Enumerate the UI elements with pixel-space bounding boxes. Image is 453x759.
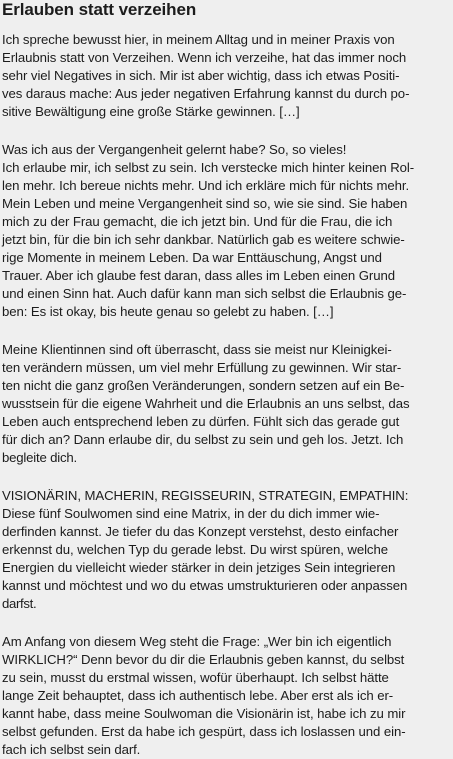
text-line: ten nicht die ganz großen Veränderungen, sondern setzen auf ein Be-: [2, 378, 405, 393]
text-line: und einen Sinn hat. Auch dafür kann man sich selbst die Erlaubnis ge-: [2, 286, 407, 301]
text-line: darfst.: [2, 596, 37, 611]
text-line: ten verändern müssen, um viel mehr Erfüllung zu gewinnen. Wir star-: [2, 360, 402, 375]
text-line: begleite dich.: [2, 450, 78, 465]
text-line: Leben auch entsprechend leben zu dürfen. Fühlt sich das gerade gut: [2, 414, 400, 429]
text-line: Ich erlaube mir, ich selbst zu sein. Ich verstecke mich hinter keinen Rol-: [2, 160, 415, 175]
text-line: Energien du vielleicht wieder stärker in dein jetziges Sein integrieren: [2, 560, 396, 575]
text-line: mich zu der Frau gemacht, die ich jetzt bin. Und für die Frau, die ich: [2, 214, 393, 229]
text-line: für dich an? Dann erlaube dir, du selbst zu sein und geh los. Jetzt. Ich: [2, 432, 404, 447]
paragraph: [2, 633, 453, 759]
text-line: Meine Klientinnen sind oft überrascht, dass sie meist nur Kleinigkei-: [2, 342, 392, 357]
page-title: Erlauben statt verzeihen: [2, 0, 197, 19]
text-line: derfinden kannst. Je tiefer du das Konzept verstehst, desto einfacher: [2, 524, 399, 539]
text-line: jetzt bin, für die bin ich sehr dankbar. Natürlich gab es weitere schwie-: [2, 232, 405, 247]
paragraph: [2, 141, 453, 321]
text-line: WIRKLICH?“ Denn bevor du dir die Erlaubnis geben kannst, du selbst: [2, 652, 405, 667]
text-line: wusstsein für die eigene Wahrheit und die Erlaubnis an uns selbst, das: [2, 396, 410, 411]
paragraph: [2, 341, 453, 467]
text-line: kannt habe, dass meine Soulwoman die Visionärin ist, habe ich zu mir: [2, 706, 406, 721]
text-line: erkennst du, welchen Typ du gerade lebst. Du wirst spüren, welche: [2, 542, 388, 557]
document-body: [2, 31, 453, 759]
text-line: VISIONÄRIN, MACHERIN, REGISSEURIN, STRATEGIN, EMPATHIN:: [2, 488, 409, 503]
text-line: Was ich aus der Vergangenheit gelernt habe? So, so vieles!: [2, 142, 347, 157]
paragraph: [2, 31, 453, 121]
paragraph: [2, 487, 453, 613]
text-line: ves daraus mache: Aus jeder negativen Erfahrung kannst du durch po-: [2, 86, 410, 101]
text-line: len mehr. Ich bereue nichts mehr. Und ich erkläre mich für nichts mehr.: [2, 178, 410, 193]
text-line: rige Momente in meinem Leben. Da war Enttäuschung, Angst und: [2, 250, 382, 265]
text-line: Erlaubnis statt von Verzeihen. Wenn ich verzeihe, hat das immer noch: [2, 50, 407, 65]
text-line: ben: Es ist okay, bis heute genau so gelebt zu haben. […]: [2, 304, 334, 319]
text-line: Diese fünf Soulwomen sind eine Matrix, in der du dich immer wie-: [2, 506, 380, 521]
text-line: Trauer. Aber ich glaube fest daran, dass alles im Leben einen Grund: [2, 268, 395, 283]
text-line: lange Zeit behauptet, dass ich authentisch lebe. Aber erst als ich er-: [2, 688, 394, 703]
text-line: Am Anfang von diesem Weg steht die Frage: „Wer bin ich eigentlich: [2, 634, 392, 649]
text-line: sehr viel Negatives in sich. Mir ist aber wichtig, dass ich etwas Positi-: [2, 68, 400, 83]
text-line: zu sein, musst du erstmal wissen, wofür überhaupt. Ich selbst hätte: [2, 670, 389, 685]
text-line: Ich spreche bewusst hier, in meinem Alltag und in meiner Praxis von: [2, 32, 395, 47]
text-line: Mein Leben und meine Vergangenheit sind so, wie sie sind. Sie haben: [2, 196, 408, 211]
text-line: kannst und möchtest und wo du etwas umstrukturieren oder anpassen: [2, 578, 408, 593]
text-line: selbst gefunden. Erst da habe ich gespürt, dass ich loslassen und ein-: [2, 724, 406, 739]
text-line: sitive Bewältigung eine große Stärke gewinnen. […]: [2, 104, 300, 119]
text-line: fach ich selbst sein darf.: [2, 742, 141, 757]
